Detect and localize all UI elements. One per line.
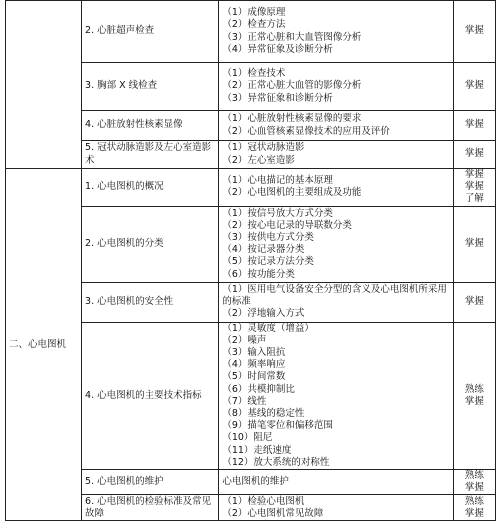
content-line: （3）按供电方式分类: [222, 231, 314, 243]
topic-cell: [82, 63, 219, 111]
topic-label: 3. 胸部 X 线检查: [85, 80, 158, 92]
content-cell: [219, 282, 453, 322]
requirement-cell: [453, 63, 495, 111]
requirement-label: 掌握: [464, 148, 484, 160]
content-line: （8）基线的稳定性: [222, 408, 305, 420]
content-line: （3）异常征象和诊断分析: [222, 92, 333, 104]
syllabus-grid: [5, 0, 496, 521]
content-line: （2）左心室造影: [222, 154, 295, 166]
content-line: （6）按功能分类: [222, 268, 295, 280]
content-line: （4）异常征象及诊断分析: [222, 43, 333, 55]
syllabus-table: [5, 0, 496, 526]
topic-label: 6. 心电图机的检验标准及常见故障: [85, 495, 212, 519]
topic-cell: [82, 322, 219, 469]
topic-cell: [82, 470, 219, 495]
content-line: （4）按记录器分类: [222, 244, 305, 256]
content-line: （3）输入阻抗: [222, 347, 286, 359]
content-line: （1）心脏放射性核素显像的要求: [222, 113, 362, 125]
content-cell: [219, 322, 453, 469]
topic-label: 3. 心电图机的安全性: [85, 296, 174, 307]
requirement-label: 掌握 掌握 了解: [464, 169, 484, 205]
content-line: （1）检验心电图机: [222, 495, 305, 507]
content-line: （5）时间常数: [222, 371, 286, 383]
requirement-cell: [453, 495, 495, 521]
topic-label: 1. 心电图机的概况: [85, 181, 164, 193]
content-line: （7）线性: [222, 395, 267, 407]
content-cell: [219, 63, 453, 111]
content-line: （2）心血管核素显像技术的应用及评价: [222, 125, 390, 137]
syllabus-body: [6, 1, 496, 521]
requirement-cell: [453, 169, 495, 207]
content-cell: [219, 495, 453, 521]
content-line: （1）检查技术: [222, 68, 286, 80]
section-title: 二、心电图机: [9, 338, 67, 350]
content-cell: [219, 141, 453, 169]
topic-label: 5. 冠状动脉造影及左心室造影术: [85, 142, 212, 166]
content-line: （2）心电图机常见故障: [222, 507, 324, 519]
requirement-cell: [453, 322, 495, 469]
content-line: （2）检查方法: [222, 19, 286, 31]
content-line: （2）按心电记录的导联数分类: [222, 219, 352, 231]
content-cell: [219, 470, 453, 495]
requirement-label: 掌握: [464, 238, 484, 249]
requirement-label: 掌握: [464, 25, 484, 37]
table-row: [6, 1, 496, 63]
requirement-cell: [453, 470, 495, 495]
content-cell: [219, 111, 453, 141]
topic-label: 4. 心脏放射性核素显像: [85, 119, 183, 131]
requirement-label: 掌握: [464, 119, 484, 131]
content-line: （1）按信号放大方式分类: [222, 207, 333, 219]
requirement-label: 掌握: [464, 296, 484, 307]
topic-cell: [82, 169, 219, 207]
content-line: （10）阻尼: [222, 432, 273, 444]
requirement-cell: [453, 206, 495, 282]
topic-label: 2. 心电图机的分类: [85, 238, 164, 249]
content-line: （4）频率响应: [222, 359, 286, 371]
topic-cell: [82, 141, 219, 169]
content-line: （2）噪声: [222, 334, 267, 346]
section-cell: [6, 169, 82, 521]
topic-cell: [82, 206, 219, 282]
content-line: （6）共模抑制比: [222, 383, 295, 395]
content-line: （9）描笔零位和偏移范围: [222, 420, 333, 432]
topic-cell: [82, 111, 219, 141]
content-line: （2）浮地输入方式: [222, 308, 305, 320]
content-line: （1）成像原理: [222, 7, 286, 19]
content-cell: [219, 1, 453, 63]
content-line: （2）心电图机的主要组成及功能: [222, 187, 362, 199]
content-line: （1）灵敏度（增益）: [222, 322, 314, 334]
content-line: （1）医用电气设备安全分型的含义及心电图机所采用的标准: [222, 283, 447, 307]
content-line: （1）心电描记的基本原理: [222, 175, 333, 187]
topic-cell: [82, 495, 219, 521]
requirement-label: 掌握: [464, 80, 484, 92]
content-line: （11）走纸速度: [222, 444, 292, 456]
content-line: （3）正常心脏和大血管图像分析: [222, 31, 362, 43]
requirement-cell: [453, 1, 495, 63]
topic-label: 5. 心电图机的维护: [85, 476, 164, 488]
requirement-label: 熟练 掌握: [464, 383, 484, 407]
topic-cell: [82, 282, 219, 322]
content-line: （1）冠状动脉造影: [222, 142, 305, 154]
content-line: （2）正常心脏大血管的影像分析: [222, 80, 362, 92]
requirement-cell: [453, 111, 495, 141]
topic-label: 2. 心脏超声检查: [85, 25, 155, 37]
content-line: （12）放大系统的对称性: [222, 456, 330, 468]
content-line: 心电图机的维护: [222, 476, 289, 488]
content-line: （5）按记录方法分类: [222, 256, 314, 268]
requirement-cell: [453, 141, 495, 169]
section-cell: [6, 1, 82, 169]
content-cell: [219, 169, 453, 207]
topic-cell: [82, 1, 219, 63]
topic-label: 4. 心电图机的主要技术指标: [85, 389, 202, 401]
requirement-label: 熟练 掌握: [464, 470, 484, 494]
content-cell: [219, 206, 453, 282]
requirement-cell: [453, 282, 495, 322]
table-row: [6, 169, 496, 207]
requirement-label: 熟练 掌握: [464, 495, 484, 519]
